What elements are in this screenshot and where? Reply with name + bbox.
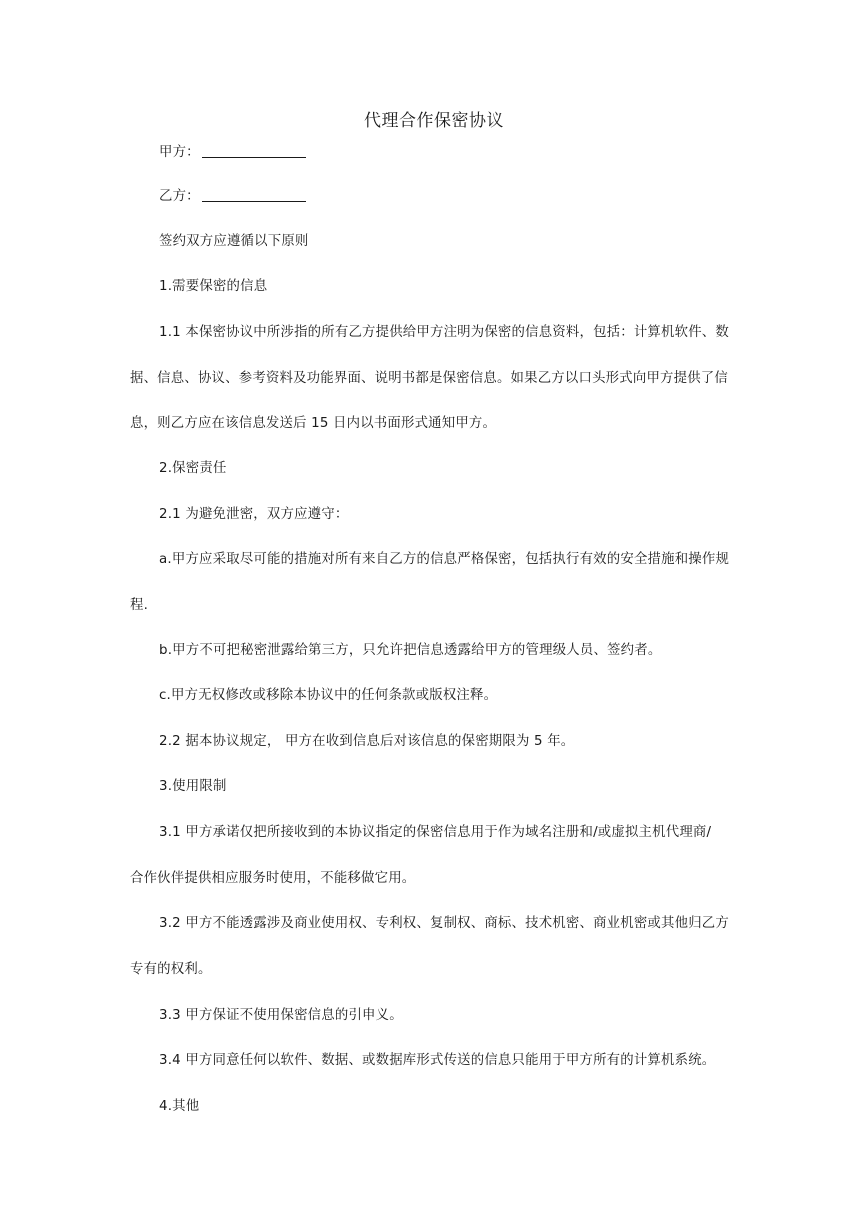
clause-1-1-line-2: 据、信息、协议、参考资料及功能界面、说明书都是保密信息。如果乙方以口头形式向甲方提供了信 xyxy=(130,371,728,386)
section-3-heading: 3.使用限制 xyxy=(159,779,227,794)
clause-3-2-line-1: 3.2 甲方不能透露涉及商业使用权、专利权、复制权、商标、技术机密、商业机密或其他归乙方 xyxy=(159,916,729,931)
section-4-heading: 4.其他 xyxy=(159,1099,200,1114)
clause-2-1: 2.1 为避免泄密，双方应遵守： xyxy=(159,507,349,522)
party-a-blank xyxy=(202,143,306,158)
clause-3-3: 3.3 甲方保证不使用保密信息的引申义。 xyxy=(159,1008,403,1023)
clause-3-1-line-2: 合作伙伴提供相应服务时使用，不能移做它用。 xyxy=(130,871,416,886)
clause-1-1-line-3: 息，则乙方应在该信息发送后 15 日内以书面形式通知甲方。 xyxy=(130,416,497,431)
party-b-blank xyxy=(202,187,306,202)
section-2-heading: 2.保密责任 xyxy=(159,461,227,476)
clause-2-b: b.甲方不可把秘密泄露给第三方，只允许把信息透露给甲方的管理级人员、签约者。 xyxy=(159,643,662,658)
clause-3-1-line-1: 3.1 甲方承诺仅把所接收到的本协议指定的保密信息用于作为域名注册和/或虚拟主机代理商/ xyxy=(159,825,712,840)
clause-2-2: 2.2 据本协议规定， 甲方在收到信息后对该信息的保密期限为 5 年。 xyxy=(159,734,575,749)
clause-3-2-line-2: 专有的权利。 xyxy=(130,962,212,977)
section-1-heading: 1.需要保密的信息 xyxy=(159,279,268,294)
clause-2-a-line-1: a.甲方应采取尽可能的措施对所有来自乙方的信息严格保密，包括执行有效的安全措施和操作规 xyxy=(159,552,730,567)
party-a-label: 甲方： xyxy=(159,145,200,160)
clause-2-a-line-2: 程. xyxy=(130,598,149,613)
party-a-line xyxy=(159,143,306,163)
party-b-line xyxy=(159,187,306,207)
clause-2-c: c.甲方无权修改或移除本协议中的任何条款或版权注释。 xyxy=(159,688,498,703)
principles-text: 签约双方应遵循以下原则 xyxy=(159,234,309,249)
clause-3-4: 3.4 甲方同意任何以软件、数据、或数据库形式传送的信息只能用于甲方所有的计算机系统。 xyxy=(159,1053,716,1068)
clause-1-1-line-1: 1.1 本保密协议中所涉指的所有乙方提供给甲方注明为保密的信息资料，包括：计算机软件、数 xyxy=(159,325,729,340)
document-title: 代理合作保密协议 xyxy=(364,111,504,131)
party-b-label: 乙方： xyxy=(159,189,200,204)
